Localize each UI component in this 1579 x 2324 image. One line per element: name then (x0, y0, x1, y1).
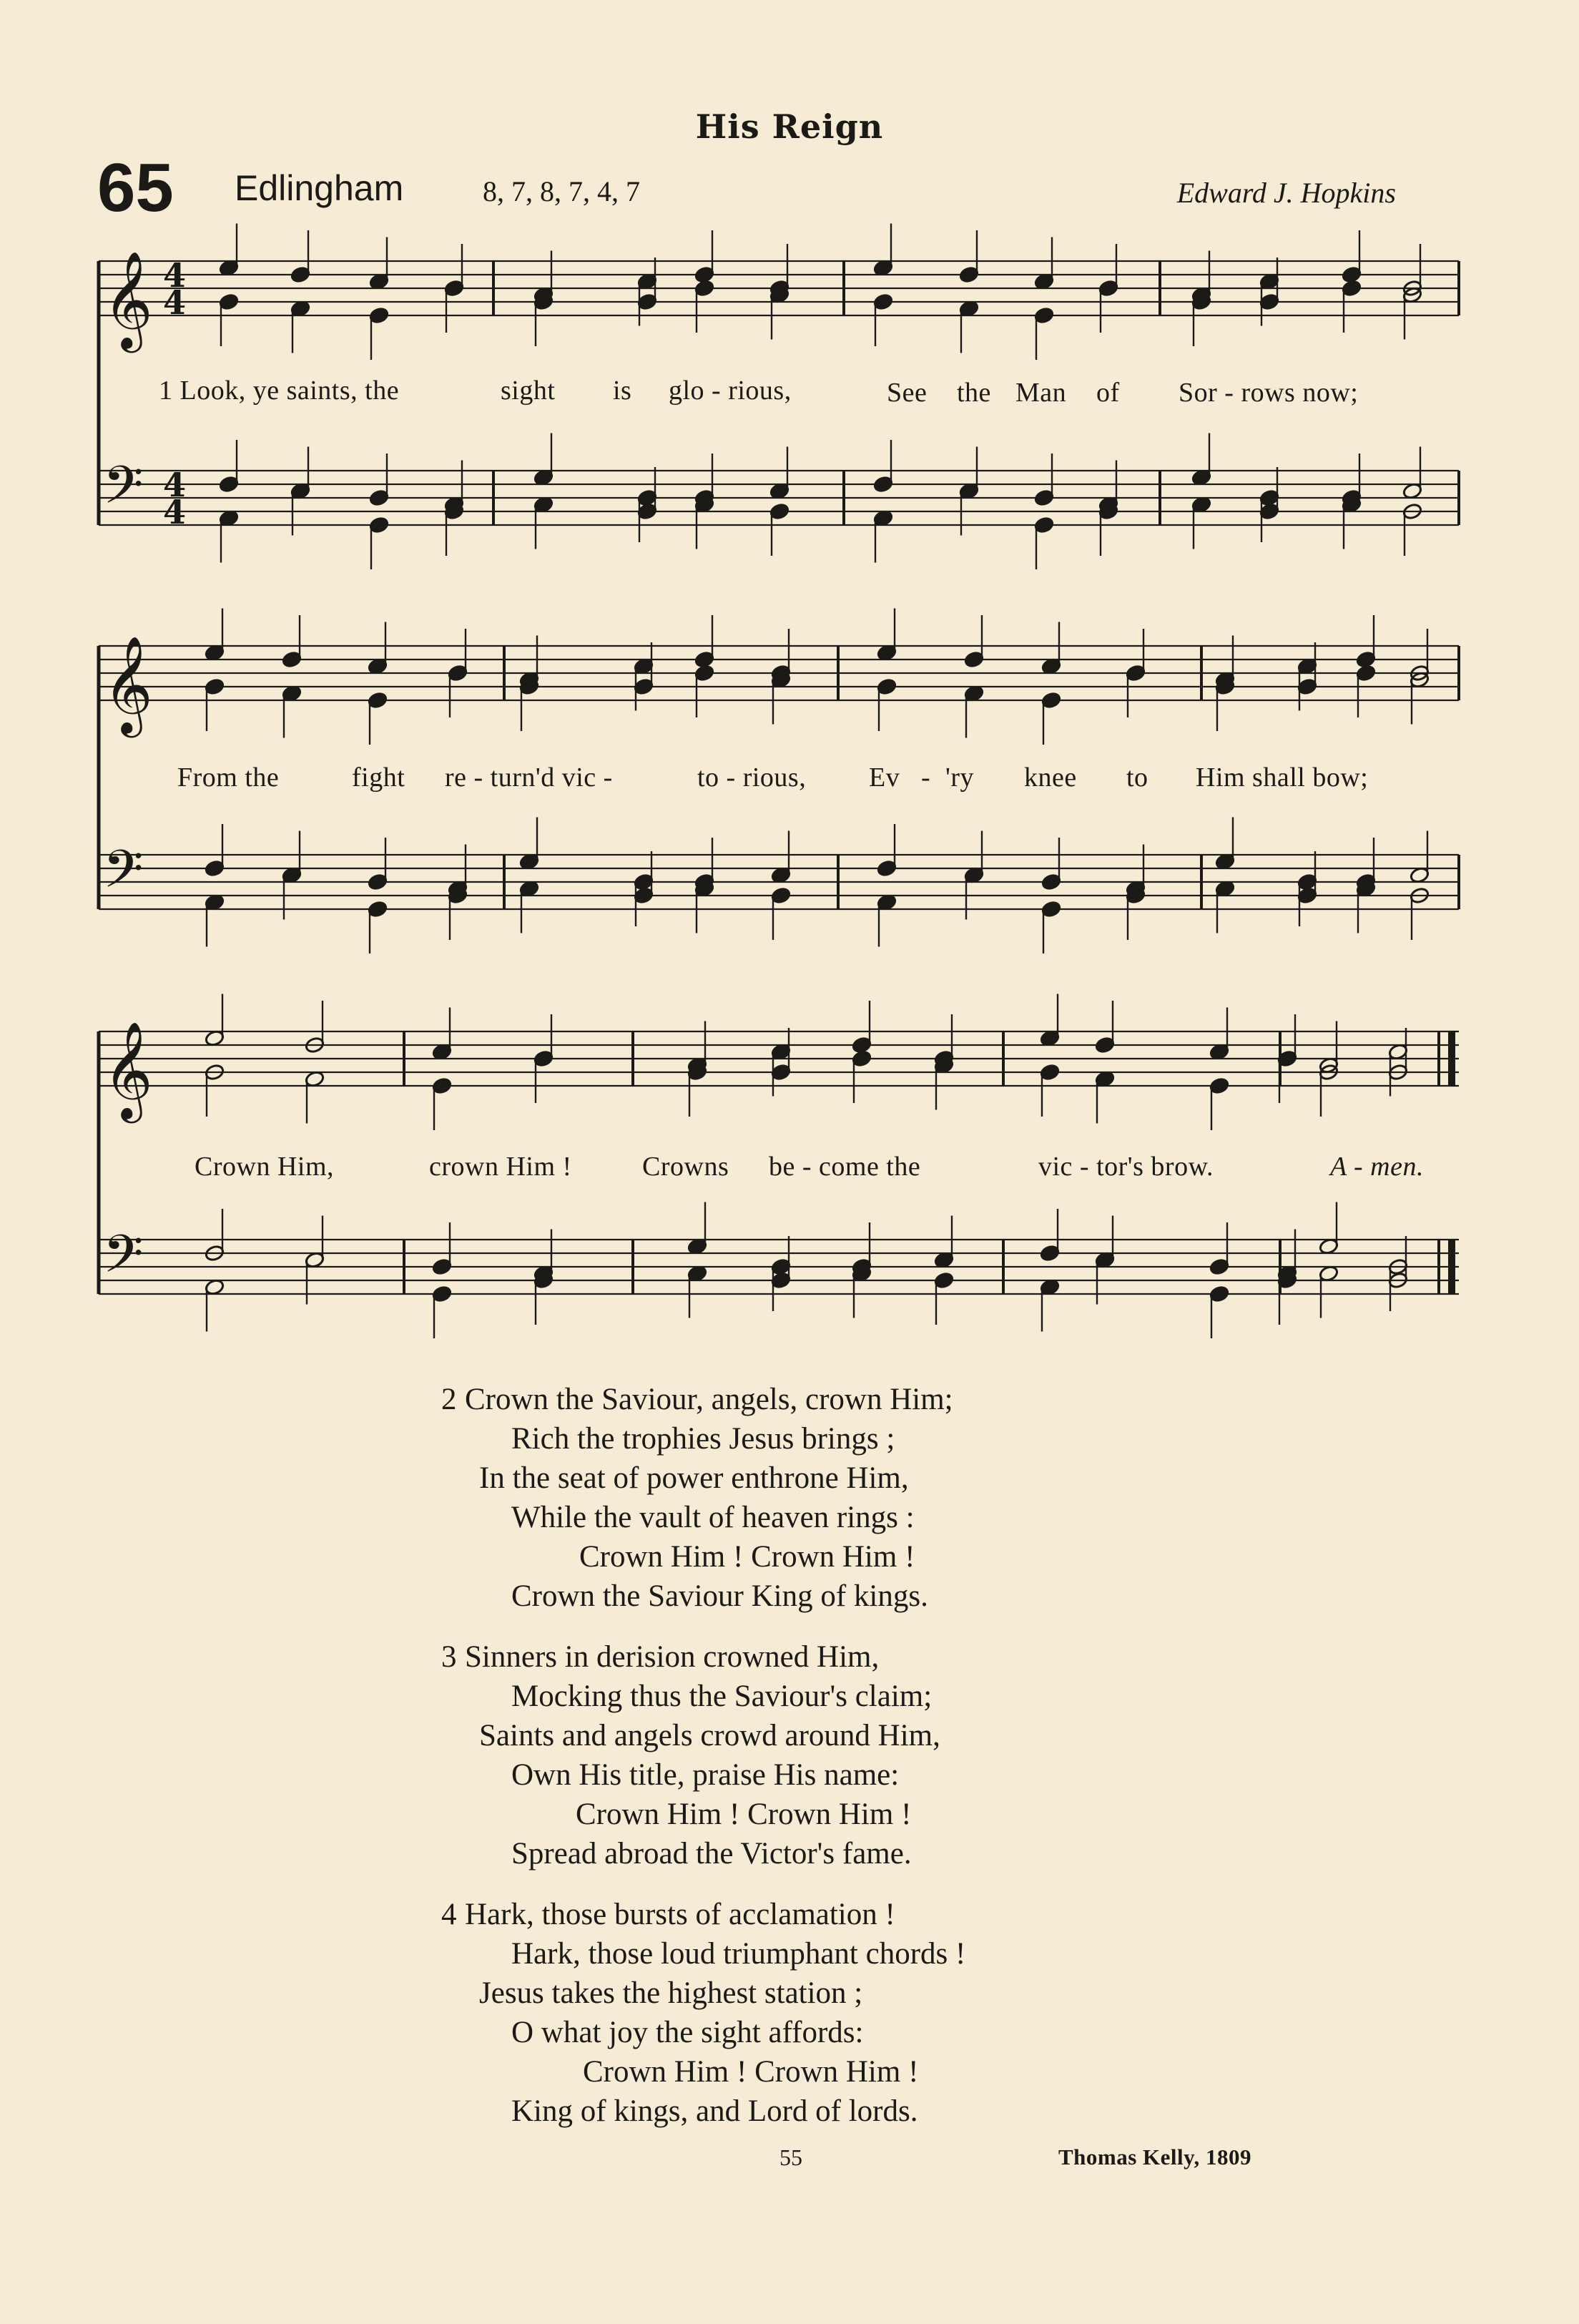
lyric: Man (1015, 378, 1067, 408)
tune-name: Edlingham (235, 168, 404, 208)
lyric: to - rious, (697, 763, 807, 793)
meter: 8, 7, 8, 7, 4, 7 (483, 175, 640, 207)
time-signature-digit: 4 (163, 466, 187, 504)
verse-line: Crown the Saviour King of kings. (511, 1579, 928, 1613)
bass-clef-icon: 𝄢 (103, 1223, 144, 1297)
lyric: of (1096, 378, 1120, 408)
lyric: 1 Look, ye saints, the (159, 376, 400, 406)
verse-line: King of kings, and Lord of lords. (511, 2094, 918, 2128)
verse-line: Crown Him ! Crown Him ! (576, 1798, 912, 1831)
verse-line: Rich the trophies Jesus brings ; (511, 1422, 895, 1456)
time-signature-digit: 4 (163, 283, 187, 322)
lyric: Crown Him, (195, 1152, 334, 1182)
treble-clef-icon: 𝄞 (103, 634, 153, 733)
bass-clef-icon: 𝄢 (103, 838, 144, 912)
lyric: From the (177, 763, 280, 793)
lyric: fight (352, 763, 405, 793)
lyric: - (921, 763, 931, 793)
author-credit: Thomas Kelly, 1809 (1058, 2144, 1251, 2169)
verse-line: Spread abroad the Victor's fame. (511, 1837, 912, 1871)
lyric: re - turn'd vic - (445, 763, 613, 793)
time-signature-digit: 4 (163, 256, 187, 295)
verse-line: Hark, those loud triumphant chords ! (511, 1937, 966, 1971)
verse-line: Own His title, praise His name: (511, 1758, 900, 1792)
verse-line: O what joy the sight affords: (511, 2016, 864, 2049)
verse-line: While the vault of heaven rings : (511, 1501, 915, 1534)
lyric: glo - rious, (669, 376, 792, 406)
lyric: 'ry (945, 763, 975, 793)
lyric: knee (1024, 763, 1077, 793)
time-signature-digit: 4 (163, 493, 187, 531)
hymn-number: 65 (97, 149, 174, 226)
lyric: the (957, 378, 991, 408)
verse-number: 3 (441, 1640, 457, 1674)
verse-line: Hark, those bursts of acclamation ! (465, 1898, 895, 1931)
verse-line: Jesus takes the highest station ; (479, 1976, 863, 2010)
verse-line: Crown the Saviour, angels, crown Him; (465, 1383, 953, 1416)
verse-line: In the seat of power enthrone Him, (479, 1461, 909, 1495)
verse-line: Saints and angels crowd around Him, (479, 1719, 940, 1752)
running-head: His Reign (695, 107, 884, 146)
lyric: sight (501, 376, 556, 406)
lyric: A - men. (1330, 1152, 1424, 1182)
verse-line: Crown Him ! Crown Him ! (583, 2055, 919, 2089)
treble-clef-icon: 𝄞 (103, 250, 153, 348)
treble-clef-icon: 𝄞 (103, 1020, 153, 1119)
lyric: Ev (869, 763, 900, 793)
verse-line: Mocking thus the Saviour's claim; (511, 1680, 933, 1713)
lyric: Sor - rows now; (1179, 378, 1359, 408)
lyric: be - come the (769, 1152, 921, 1182)
lyric: crown Him ! (429, 1152, 572, 1182)
verse-number: 4 (441, 1898, 457, 1931)
verse-number: 2 (441, 1383, 457, 1416)
composer: Edward J. Hopkins (1176, 177, 1396, 209)
lyric: Crowns (642, 1152, 729, 1182)
lyric: to (1126, 763, 1148, 793)
bass-clef-icon: 𝄢 (103, 454, 144, 528)
verse-line: Sinners in derision crowned Him, (465, 1640, 880, 1674)
verse-line: Crown Him ! Crown Him ! (579, 1540, 915, 1574)
lyric: is (613, 376, 632, 406)
lyric: Him shall bow; (1196, 763, 1369, 793)
lyric: See (887, 378, 928, 408)
page-number: 55 (779, 2144, 802, 2170)
lyric: vic - tor's brow. (1038, 1152, 1214, 1182)
